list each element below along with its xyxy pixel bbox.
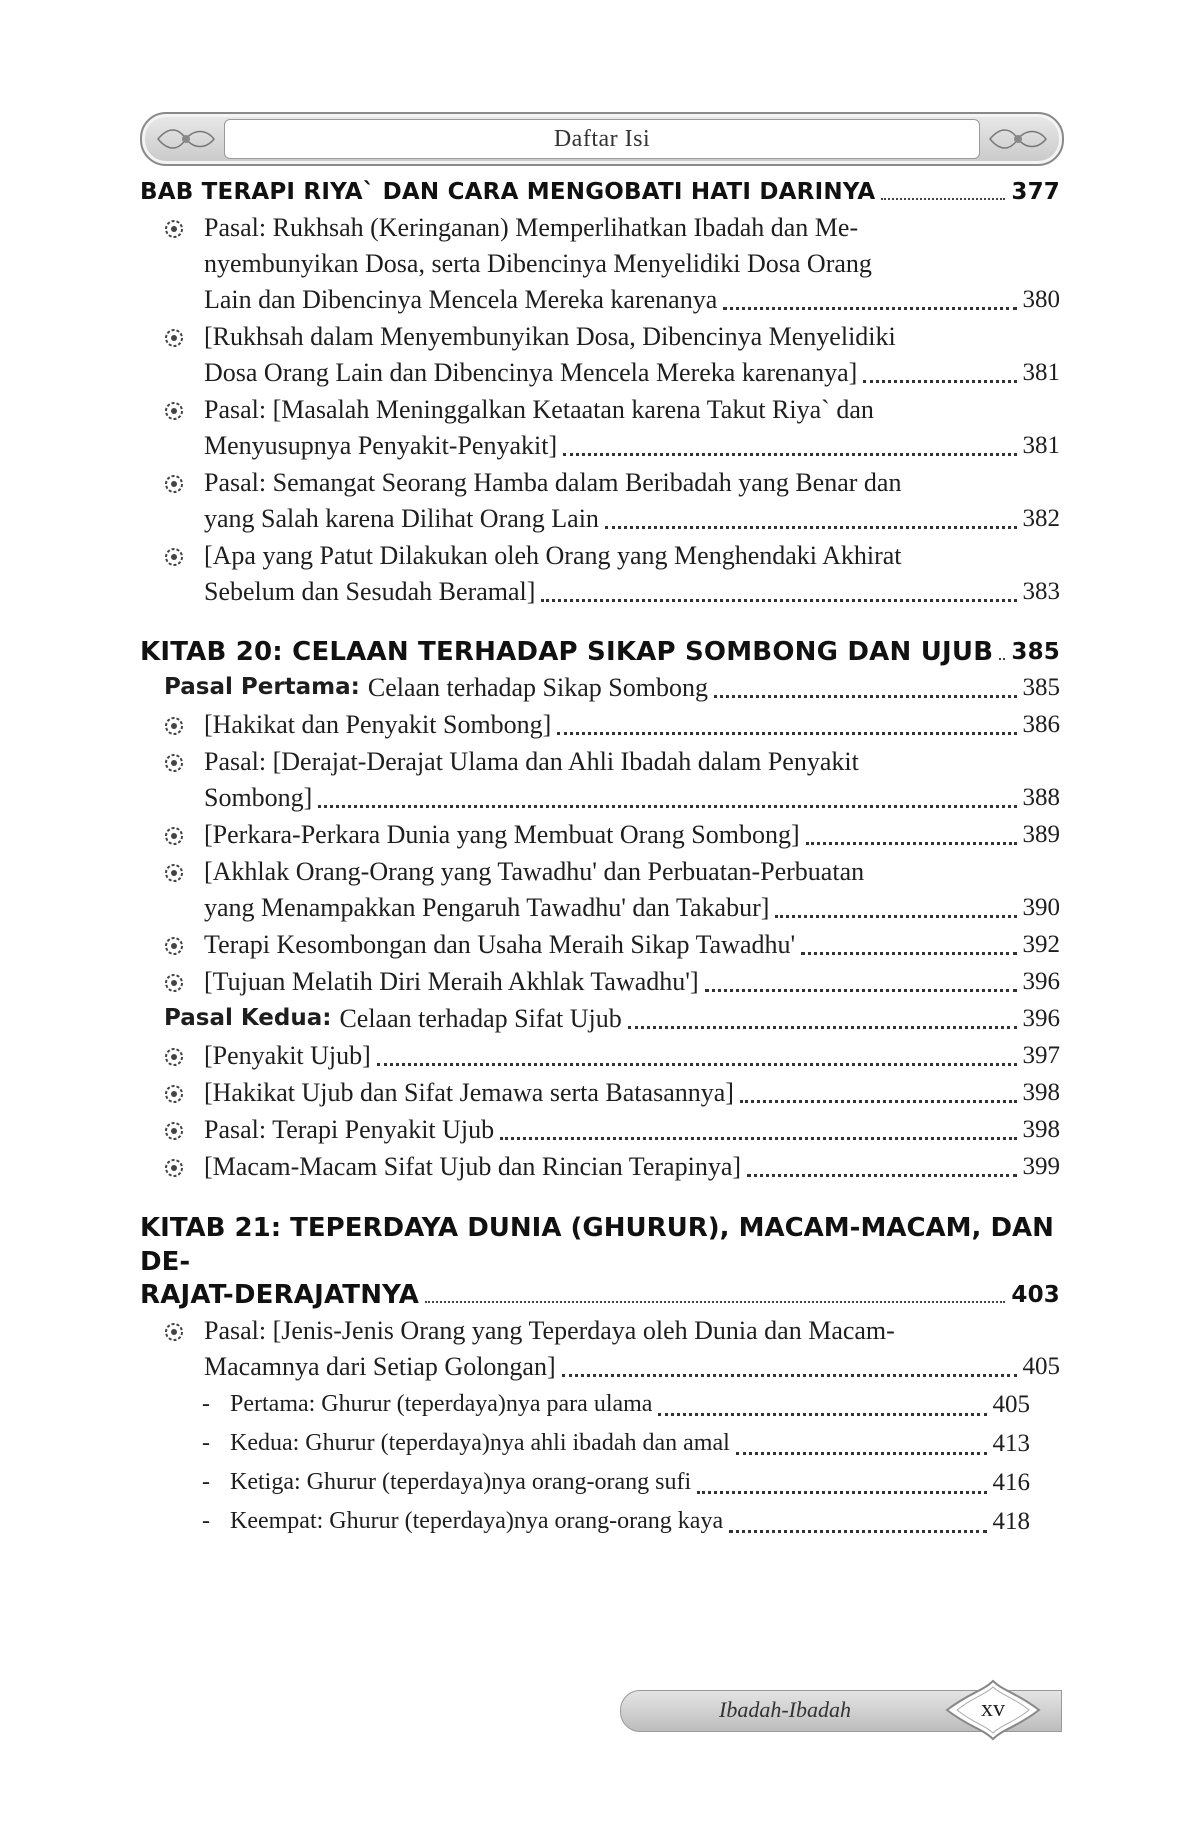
sub-entry-page: 405 — [992, 1391, 1030, 1418]
dot-leader — [806, 842, 1017, 845]
header-title: Daftar Isi — [553, 125, 651, 152]
entry-line: Menyusupnya Penyakit-Penyakit] — [204, 431, 558, 460]
toc-entry — [140, 1038, 1060, 1074]
entry-page: 405 — [1022, 1353, 1060, 1380]
dot-leader — [863, 380, 1016, 383]
dot-leader — [729, 1530, 986, 1533]
section-heading — [140, 176, 1060, 209]
entry-line: [Apa yang Patut Dilakukan oleh Orang yang Menghendaki Akhirat — [204, 541, 902, 570]
pasal-label: Pasal Pertama: — [164, 674, 360, 700]
section-heading-line2 — [140, 1279, 1060, 1312]
entry-last-line — [204, 428, 1060, 464]
entry-line: [Tujuan Melatih Diri Meraih Akhlak Tawadhu'] — [204, 967, 699, 996]
entry-line: [Macam-Macam Sifat Ujub dan Rincian Terapinya] — [204, 1152, 742, 1181]
entry-line: Dosa Orang Lain dan Dibencinya Mencela Mereka karenanya] — [204, 358, 858, 387]
entry-last-line — [204, 964, 1060, 1000]
entry-last-line — [204, 1149, 1060, 1185]
entry-last-line — [204, 817, 1060, 853]
entry-line: Pasal: [Jenis-Jenis Orang yang Teperdaya oleh Dunia dan Macam- — [204, 1316, 895, 1345]
entry-page: 382 — [1022, 505, 1060, 532]
toc-sub-entry — [140, 1502, 1030, 1541]
dot-leader — [628, 1026, 1017, 1029]
entry-page: 381 — [1022, 432, 1060, 459]
toc-section-bab-riya — [140, 176, 1060, 610]
dot-leader — [714, 695, 1017, 698]
toc-entry — [140, 465, 1060, 537]
flower-bullet-icon — [164, 1047, 184, 1067]
toc-entry — [140, 1075, 1060, 1111]
entry-line: Pasal: Terapi Penyakit Ujub — [204, 1115, 495, 1144]
floral-ornament-icon — [986, 122, 1050, 156]
floral-ornament-icon — [154, 122, 218, 156]
dot-leader — [775, 915, 1016, 918]
section-heading-page: 377 — [1011, 179, 1060, 205]
entry-last-line — [204, 501, 1060, 537]
dot-leader — [736, 1452, 987, 1455]
entry-last-line — [204, 890, 1060, 926]
flower-bullet-icon — [164, 1322, 184, 1342]
entry-page: 381 — [1022, 359, 1060, 386]
entry-line: Sebelum dan Sesudah Beramal] — [204, 577, 536, 606]
entry-line: [Rukhsah dalam Menyembunyikan Dosa, Dibencinya Menyelidiki — [204, 322, 896, 351]
flower-bullet-icon — [164, 1121, 184, 1141]
entry-page: 392 — [1022, 931, 1060, 958]
sub-entry-text: Ketiga: Ghurur (teperdaya)nya orang-orang sufi — [230, 1469, 692, 1495]
entry-page: 397 — [1022, 1042, 1060, 1069]
section-heading-page: 403 — [1011, 1282, 1060, 1308]
sub-entry-page: 418 — [992, 1508, 1030, 1535]
dash-bullet: - — [202, 1508, 210, 1534]
flower-bullet-icon — [164, 753, 184, 773]
flower-bullet-icon — [164, 863, 184, 883]
entry-last-line — [204, 927, 1060, 963]
dot-leader — [318, 805, 1016, 808]
dot-leader — [747, 1174, 1016, 1177]
sub-entry-page: 413 — [992, 1430, 1030, 1457]
entry-line: Pasal: [Derajat-Derajat Ulama dan Ahli Ibadah dalam Penyakit — [204, 747, 859, 776]
entry-line: Pasal: Semangat Seorang Hamba dalam Beribadah yang Benar dan — [204, 468, 902, 497]
sub-entry-page: 416 — [992, 1469, 1030, 1496]
toc-entry — [140, 392, 1060, 464]
pasal-entry — [140, 1000, 1060, 1037]
section-heading-page: 385 — [1011, 639, 1060, 665]
entry-line: nyembunyikan Dosa, serta Dibencinya Menyelidiki Dosa Orang — [204, 249, 872, 278]
entry-line: Pasal: Rukhsah (Keringanan) Memperlihatkan Ibadah dan Me- — [204, 213, 859, 242]
entry-line: Pasal: [Masalah Meninggalkan Ketaatan karena Takut Riya` dan — [204, 395, 874, 424]
section-heading — [140, 636, 1060, 669]
sub-entry-text: Pertama: Ghurur (teperdaya)nya para ulama — [230, 1391, 653, 1417]
toc-entry — [140, 538, 1060, 610]
dot-leader — [425, 1301, 1005, 1303]
entry-line: Macamnya dari Setiap Golongan] — [204, 1352, 556, 1381]
entry-line: [Penyakit Ujub] — [204, 1041, 371, 1070]
entry-line: [Akhlak Orang-Orang yang Tawadhu' dan Perbuatan-Perbuatan — [204, 857, 865, 886]
entry-line: [Hakikat dan Penyakit Sombong] — [204, 710, 552, 739]
footer-book-title: Ibadah-Ibadah — [719, 1697, 851, 1722]
entry-last-line — [204, 574, 1060, 610]
flower-bullet-icon — [164, 936, 184, 956]
toc-sub-entry — [140, 1463, 1030, 1502]
flower-bullet-icon — [164, 547, 184, 567]
dot-leader — [562, 1374, 1017, 1377]
entry-page: 386 — [1022, 711, 1060, 738]
dash-bullet: - — [202, 1430, 210, 1456]
dot-leader — [500, 1137, 1016, 1140]
dot-leader — [557, 732, 1016, 735]
entry-page: 383 — [1022, 578, 1060, 605]
toc-entry — [140, 817, 1060, 853]
entry-line: yang Salah karena Dilihat Orang Lain — [204, 504, 599, 533]
entry-last-line — [204, 1075, 1060, 1111]
flower-bullet-icon — [164, 973, 184, 993]
flower-bullet-icon — [164, 328, 184, 348]
dot-leader — [697, 1491, 986, 1494]
toc-entry — [140, 1149, 1060, 1185]
toc-entry — [140, 707, 1060, 743]
entry-last-line — [204, 707, 1060, 743]
toc-entry — [140, 210, 1060, 318]
entry-line: yang Menampakkan Pengaruh Tawadhu' dan Takabur] — [204, 893, 770, 922]
pasal-text: Celaan terhadap Sikap Sombong — [367, 673, 708, 702]
flower-bullet-icon — [164, 401, 184, 421]
dash-bullet: - — [202, 1469, 210, 1495]
page-number-badge — [943, 1679, 1043, 1741]
flower-bullet-icon — [164, 826, 184, 846]
running-footer — [620, 1690, 1062, 1732]
dash-bullet: - — [202, 1391, 210, 1417]
flower-bullet-icon — [164, 219, 184, 239]
dot-leader — [377, 1063, 1017, 1066]
entry-page: 396 — [1022, 968, 1060, 995]
entry-page: 398 — [1022, 1079, 1060, 1106]
section-heading-title-line2: RAJAT-DERAJATNYA — [140, 1280, 420, 1310]
entry-page: 390 — [1022, 894, 1060, 921]
toc-sub-entry — [140, 1385, 1030, 1424]
entry-page: 398 — [1022, 1116, 1060, 1143]
pasal-page: 396 — [1022, 1005, 1060, 1032]
header-title-box — [224, 119, 980, 159]
pasal-text: Celaan terhadap Sifat Ujub — [339, 1004, 622, 1033]
entry-last-line — [204, 1038, 1060, 1074]
flower-bullet-icon — [164, 474, 184, 494]
dot-leader — [658, 1413, 986, 1416]
dot-leader — [740, 1100, 1017, 1103]
toc-entry — [140, 1313, 1060, 1385]
entry-line: Sombong] — [204, 783, 313, 812]
section-heading-title: KITAB 20: CELAAN TERHADAP SIKAP SOMBONG DAN UJUB — [140, 637, 994, 667]
dot-leader — [801, 952, 1016, 955]
entry-last-line — [204, 1112, 1060, 1148]
entry-last-line — [204, 780, 1060, 816]
entry-page: 380 — [1022, 286, 1060, 313]
toc-section-kitab-21 — [140, 1211, 1060, 1541]
entry-page: 389 — [1022, 821, 1060, 848]
dot-leader — [881, 198, 1005, 200]
entry-last-line — [204, 355, 1060, 391]
entry-page: 388 — [1022, 784, 1060, 811]
toc-section-kitab-20 — [140, 636, 1060, 1185]
dot-leader — [705, 989, 1017, 992]
flower-bullet-icon — [164, 1158, 184, 1178]
entry-line: Lain dan Dibencinya Mencela Mereka karenanya — [204, 285, 718, 314]
toc-entry — [140, 319, 1060, 391]
dot-leader — [999, 658, 1005, 660]
entry-line: [Perkara-Perkara Dunia yang Membuat Orang Sombong] — [204, 820, 800, 849]
sub-entry-text: Keempat: Ghurur (teperdaya)nya orang-orang kaya — [230, 1508, 724, 1534]
dot-leader — [605, 526, 1017, 529]
section-heading-title: BAB TERAPI RIYA` DAN CARA MENGOBATI HATI DARINYA — [140, 179, 876, 205]
pasal-entry — [140, 669, 1060, 706]
page-number: xv — [981, 1696, 1005, 1722]
section-heading-title-line1: KITAB 21: TEPERDAYA DUNIA (GHURUR), MACAM-MACAM, DAN DE- — [140, 1213, 1054, 1277]
entry-last-line — [204, 1349, 1060, 1385]
toc-entry — [140, 1112, 1060, 1148]
toc-sub-entry — [140, 1424, 1030, 1463]
toc-entry — [140, 744, 1060, 816]
flower-bullet-icon — [164, 1084, 184, 1104]
section-heading — [140, 1211, 1060, 1312]
entry-line: [Hakikat Ujub dan Sifat Jemawa serta Batasannya] — [204, 1078, 734, 1107]
entry-page: 399 — [1022, 1153, 1060, 1180]
dot-leader — [563, 453, 1016, 456]
dot-leader — [723, 307, 1016, 310]
toc-entry — [140, 854, 1060, 926]
flower-bullet-icon — [164, 716, 184, 736]
dot-leader — [541, 599, 1016, 602]
table-of-contents — [140, 176, 1060, 1567]
toc-entry — [140, 964, 1060, 1000]
sub-entry-text: Kedua: Ghurur (teperdaya)nya ahli ibadah dan amal — [230, 1430, 730, 1456]
pasal-page: 385 — [1022, 674, 1060, 701]
toc-entry — [140, 927, 1060, 963]
running-header — [140, 112, 1064, 166]
entry-last-line — [204, 282, 1060, 318]
pasal-label: Pasal Kedua: — [164, 1005, 332, 1031]
entry-line: Terapi Kesombongan dan Usaha Meraih Sikap Tawadhu' — [204, 930, 796, 959]
